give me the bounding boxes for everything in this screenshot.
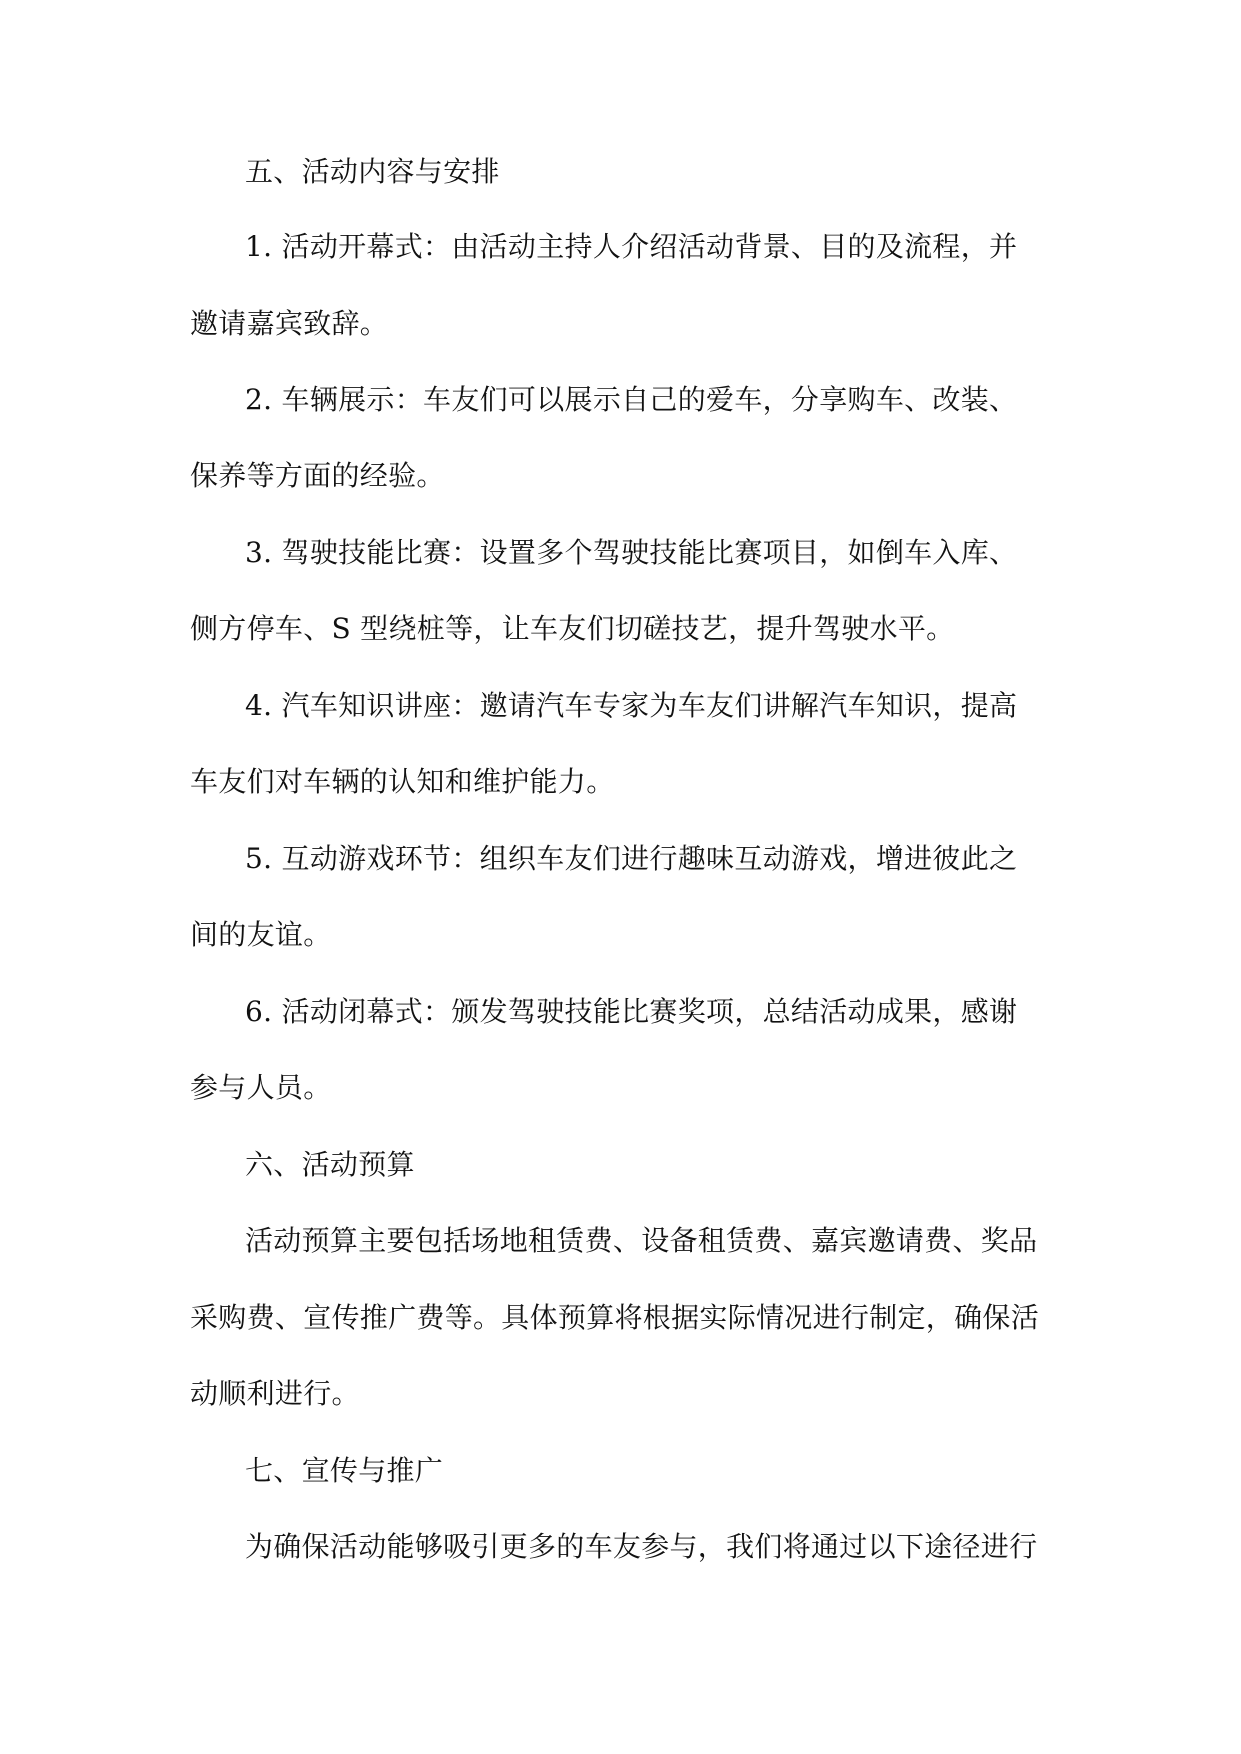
paragraph-line: 为确保活动能够吸引更多的车友参与，我们将通过以下途径进行 [245, 1530, 1038, 1563]
list-item-line: 1. 活动开幕式：由活动主持人介绍活动背景、目的及流程，并 [245, 230, 1018, 263]
list-item-line: 6. 活动闭幕式：颁发驾驶技能比赛奖项，总结活动成果，感谢 [245, 995, 1018, 1028]
list-item-line: 保养等方面的经验。 [190, 459, 445, 492]
list-item-line: 车友们对车辆的认知和维护能力。 [190, 765, 615, 798]
list-item-line: 2. 车辆展示：车友们可以展示自己的爱车，分享购车、改装、 [245, 383, 1018, 416]
list-item-line: 侧方停车、S 型绕桩等，让车友们切磋技艺，提升驾驶水平。 [190, 612, 955, 645]
list-item-line: 4. 汽车知识讲座：邀请汽车专家为车友们讲解汽车知识，提高 [245, 689, 1018, 722]
section-heading: 五、活动内容与安排 [245, 155, 500, 188]
section-heading: 六、活动预算 [245, 1148, 415, 1181]
list-item-line: 间的友谊。 [190, 918, 332, 951]
section-heading: 七、宣传与推广 [245, 1454, 444, 1487]
paragraph-line: 活动预算主要包括场地租赁费、设备租赁费、嘉宾邀请费、奖品 [245, 1224, 1038, 1257]
list-item-line: 参与人员。 [190, 1071, 332, 1104]
list-item-line: 5. 互动游戏环节：组织车友们进行趣味互动游戏，增进彼此之 [245, 842, 1018, 875]
list-item-line: 邀请嘉宾致辞。 [190, 307, 389, 340]
paragraph-line: 采购费、宣传推广费等。具体预算将根据实际情况进行制定，确保活 [190, 1301, 1040, 1334]
list-item-line: 3. 驾驶技能比赛：设置多个驾驶技能比赛项目，如倒车入库、 [245, 536, 1018, 569]
paragraph-line: 动顺利进行。 [190, 1377, 360, 1410]
